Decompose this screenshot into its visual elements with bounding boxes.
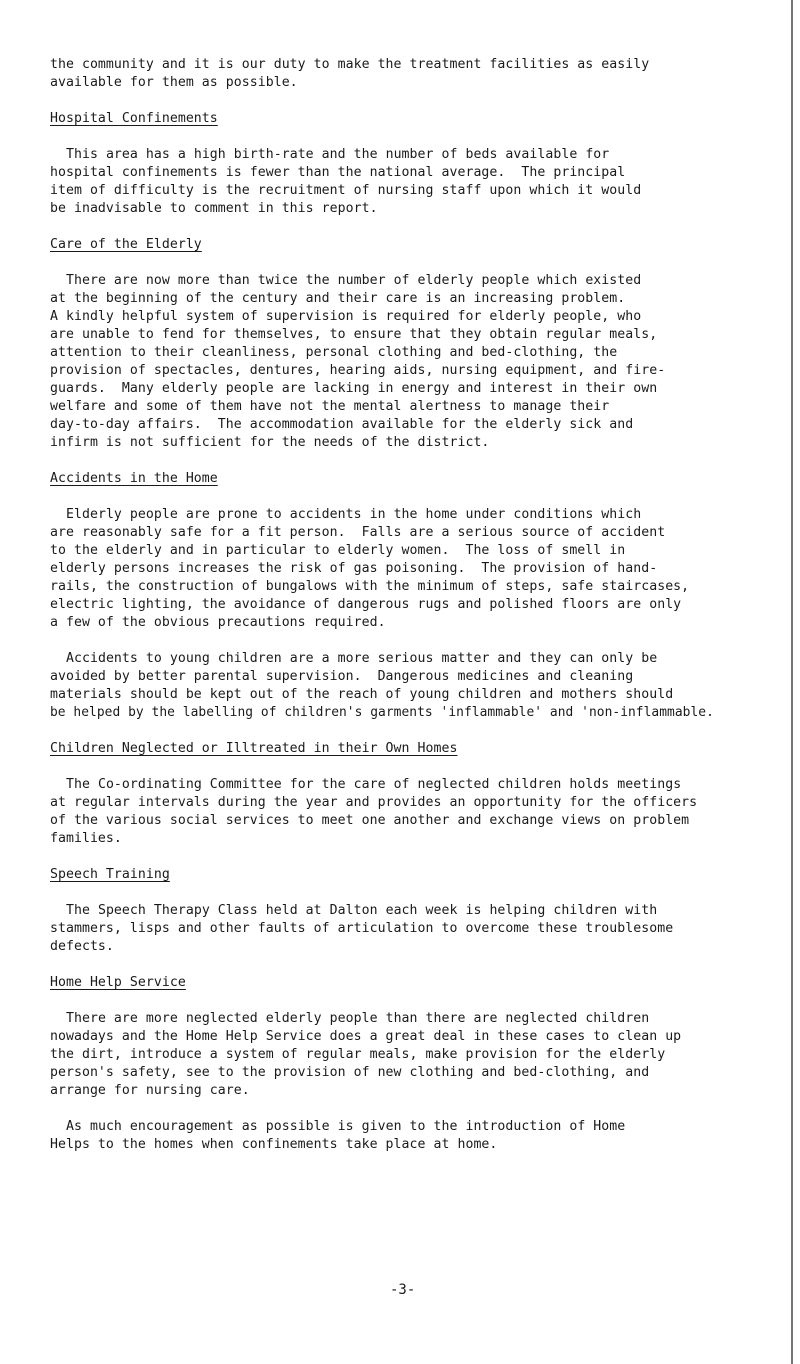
paragraph-line: families. [50, 831, 122, 846]
paragraph-line: There are more neglected elderly people than there are neglected children [66, 1011, 650, 1026]
paragraph-line: hospital confinements is fewer than the national average. The principal [50, 165, 626, 180]
paragraph-line: rails, the construction of bungalows with the minimum of steps, safe staircases, [50, 579, 690, 594]
paragraph-line: The Co-ordinating Committee for the care of neglected children holds meetings [66, 777, 682, 792]
paragraph-line: the dirt, introduce a system of regular meals, make provision for the elderly [50, 1047, 666, 1062]
heading-home-help-service: Home Help Service [50, 975, 186, 990]
intro-line: the community and it is our duty to make the treatment facilities as easily [50, 57, 650, 72]
paragraph-line: day-to-day affairs. The accommodation available for the elderly sick and [50, 417, 634, 432]
paragraph-line: As much encouragement as possible is given to the introduction of Home [66, 1119, 626, 1134]
paragraph-line: Elderly people are prone to accidents in the home under conditions which [66, 507, 642, 522]
intro-line: available for them as possible. [50, 75, 298, 90]
page-number: -3- [390, 1282, 416, 1298]
paragraph-line: be helped by the labelling of children's garments 'inflammable' and 'non-inflammable. [50, 705, 714, 720]
paragraph-line: elderly persons increases the risk of gas poisoning. The provision of hand- [50, 561, 658, 576]
paragraph-line: item of difficulty is the recruitment of nursing staff upon which it would [50, 183, 642, 198]
paragraph-line: are unable to fend for themselves, to ensure that they obtain regular meals, [50, 327, 658, 342]
paragraph-line: person's safety, see to the provision of new clothing and bed-clothing, and [50, 1065, 650, 1080]
paragraph-line: There are now more than twice the number of elderly people which existed [66, 273, 642, 288]
paragraph-line: avoided by better parental supervision. Dangerous medicines and cleaning [50, 669, 634, 684]
heading-children-neglected: Children Neglected or Illtreated in their Own Homes [50, 741, 458, 756]
paragraph-line: defects. [50, 939, 114, 954]
paragraph-line: be inadvisable to comment in this report. [50, 201, 378, 216]
heading-hospital-confinements: Hospital Confinements [50, 111, 218, 126]
paragraph-line: welfare and some of them have not the mental alertness to manage their [50, 399, 610, 414]
paragraph-line: infirm is not sufficient for the needs of the district. [50, 435, 490, 450]
paragraph-line: a few of the obvious precautions required. [50, 615, 386, 630]
paragraph-line: guards. Many elderly people are lacking in energy and interest in their own [50, 381, 658, 396]
paragraph-line: materials should be kept out of the reach of young children and mothers should [50, 687, 674, 702]
paragraph-line: are reasonably safe for a fit person. Falls are a serious source of accident [50, 525, 666, 540]
paragraph-line: This area has a high birth-rate and the number of beds available for [66, 147, 610, 162]
paragraph-line: A kindly helpful system of supervision is required for elderly people, who [50, 309, 642, 324]
heading-accidents-in-the-home: Accidents in the Home [50, 471, 218, 486]
paragraph-line: arrange for nursing care. [50, 1083, 250, 1098]
paragraph-line: at regular intervals during the year and provides an opportunity for the officers [50, 795, 698, 810]
paragraph-line: provision of spectacles, dentures, hearing aids, nursing equipment, and fire- [50, 363, 666, 378]
heading-speech-training: Speech Training [50, 867, 170, 882]
heading-care-of-the-elderly: Care of the Elderly [50, 237, 202, 252]
paragraph-line: of the various social services to meet one another and exchange views on problem [50, 813, 690, 828]
paragraph-line: Helps to the homes when confinements take place at home. [50, 1137, 498, 1152]
paragraph-line: to the elderly and in particular to elderly women. The loss of smell in [50, 543, 626, 558]
paragraph-line: The Speech Therapy Class held at Dalton each week is helping children with [66, 903, 658, 918]
paragraph-line: attention to their cleanliness, personal clothing and bed-clothing, the [50, 345, 618, 360]
paragraph-line: at the beginning of the century and their care is an increasing problem. [50, 291, 626, 306]
paragraph-line: stammers, lisps and other faults of articulation to overcome these troublesome [50, 921, 674, 936]
paragraph-line: nowadays and the Home Help Service does a great deal in these cases to clean up [50, 1029, 682, 1044]
page-edge-rule [791, 0, 793, 1364]
paragraph-line: Accidents to young children are a more serious matter and they can only be [66, 651, 658, 666]
paragraph-line: electric lighting, the avoidance of dangerous rugs and polished floors are only [50, 597, 682, 612]
